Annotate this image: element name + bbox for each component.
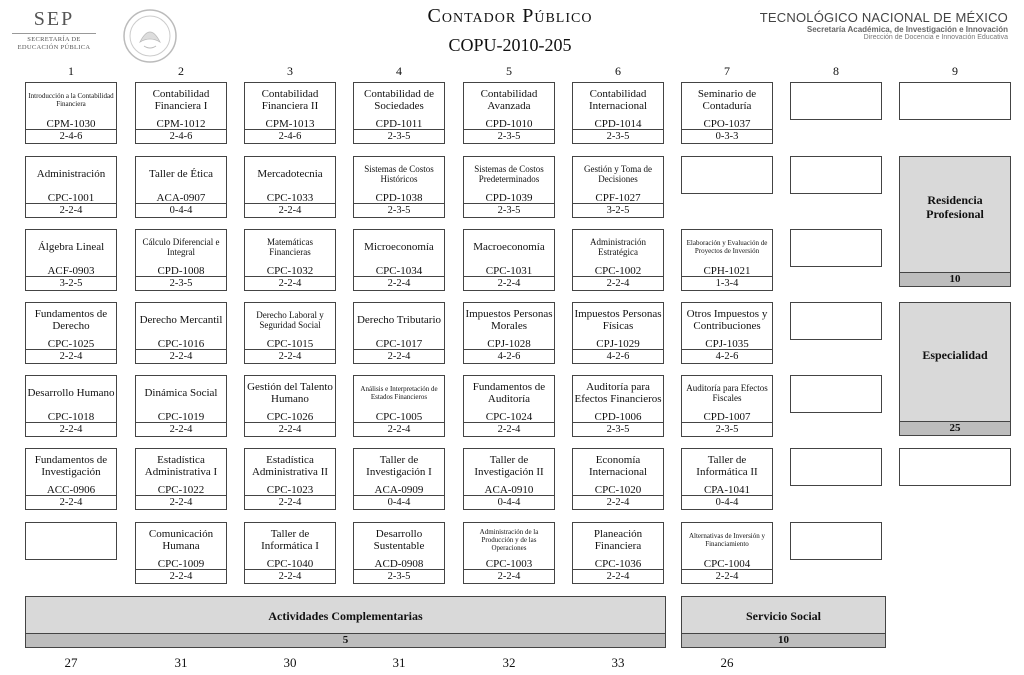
course-card	[353, 302, 445, 364]
semester-credit-total: 31	[392, 655, 406, 670]
course-code: CPM-1030	[46, 118, 96, 130]
course-name: Derecho Mercantil	[139, 314, 223, 326]
semester-number: 7	[724, 64, 730, 78]
actividades-complementarias-block	[25, 596, 666, 648]
course-card	[353, 229, 445, 291]
course-name: Impuestos Personas Morales	[465, 308, 553, 332]
tecnm-name: TECNOLÓGICO NACIONAL DE MÉXICO	[759, 10, 1008, 25]
sep-logo	[8, 8, 100, 52]
course-credits: 2-3-5	[354, 129, 444, 143]
course-credits: 2-2-4	[245, 495, 335, 509]
course-code: CPH-1021	[703, 265, 751, 277]
course-name: Contabilidad Internacional	[588, 88, 648, 112]
course-code: CPD-1039	[485, 192, 533, 204]
course-code: CPC-1023	[266, 484, 314, 496]
semester-number: 3	[287, 64, 293, 78]
course-card	[572, 448, 664, 510]
course-code: CPC-1020	[594, 484, 642, 496]
course-credits: 2-3-5	[136, 276, 226, 290]
course-name: Taller de Informática I	[261, 528, 319, 552]
course-card	[463, 375, 555, 437]
course-credits: 0-4-4	[464, 495, 554, 509]
course-code: ACA-0909	[374, 484, 424, 496]
course-code: CPC-1015	[266, 338, 314, 350]
course-credits: 2-2-4	[245, 349, 335, 363]
course-code: ACC-0906	[46, 484, 96, 496]
course-card	[681, 522, 773, 584]
course-card	[353, 448, 445, 510]
course-card	[135, 156, 227, 218]
course-card	[353, 156, 445, 218]
course-code: CPD-1014	[594, 118, 642, 130]
course-credits: 2-3-5	[573, 129, 663, 143]
course-name: Análisis e Interpretación de Estados Financieros	[360, 385, 438, 401]
course-card	[463, 522, 555, 584]
course-credits: 0-4-4	[136, 203, 226, 217]
course-name: Planeación Financiera	[593, 528, 643, 552]
course-credits: 2-2-4	[245, 203, 335, 217]
course-card	[244, 448, 336, 510]
course-name: Otros Impuestos y Contribuciones	[686, 308, 768, 332]
course-card	[353, 82, 445, 144]
course-code: CPC-1036	[594, 558, 642, 570]
course-code: CPC-1017	[375, 338, 423, 350]
course-code: CPC-1031	[485, 265, 533, 277]
course-code: CPC-1025	[47, 338, 95, 350]
course-credits: 0-3-3	[682, 129, 772, 143]
empty-slot	[899, 448, 1011, 486]
course-credits: 2-3-5	[354, 569, 444, 583]
course-code: CPC-1002	[594, 265, 642, 277]
course-credits: 4-2-6	[464, 349, 554, 363]
empty-slot	[790, 156, 882, 194]
course-credits: 2-3-5	[464, 203, 554, 217]
course-code: CPA-1041	[703, 484, 751, 496]
course-credits: 2-2-4	[354, 349, 444, 363]
course-card	[572, 522, 664, 584]
course-name: Fundamentos de Derecho	[34, 308, 108, 332]
course-code: CPC-1016	[157, 338, 205, 350]
semester-number: 6	[615, 64, 621, 78]
semester-credit-total: 26	[720, 655, 734, 670]
empty-slot	[25, 522, 117, 560]
course-code: CPM-1012	[156, 118, 206, 130]
course-name: Sistemas de Costos Predeterminados	[474, 164, 544, 184]
program-code: COPU-2010-205	[448, 35, 572, 55]
course-code: CPD-1038	[375, 192, 423, 204]
course-code: CPD-1006	[594, 411, 642, 423]
semester-number: 8	[833, 64, 839, 78]
course-name: Cálculo Diferencial e Integral	[142, 237, 220, 257]
course-card	[572, 375, 664, 437]
course-name: Administración de la Producción y de las Operaciones	[479, 528, 539, 552]
course-credits: 2-3-5	[354, 203, 444, 217]
course-name: Estadística Administrativa II	[251, 454, 329, 478]
course-code: CPM-1013	[265, 118, 315, 130]
course-credits: 2-2-4	[245, 569, 335, 583]
course-credits: 2-2-4	[245, 422, 335, 436]
course-card	[135, 448, 227, 510]
course-card	[25, 302, 117, 364]
course-card	[244, 375, 336, 437]
actividades-label: Actividades Complementarias	[268, 609, 423, 623]
course-code: CPC-1034	[375, 265, 423, 277]
course-code: CPO-1037	[703, 118, 751, 130]
course-card	[25, 82, 117, 144]
course-name: Álgebra Lineal	[37, 241, 105, 253]
empty-slot	[790, 302, 882, 340]
course-code: ACD-0908	[374, 558, 424, 570]
especialidad-credits: 25	[899, 421, 1011, 436]
course-credits: 2-4-6	[136, 129, 226, 143]
course-name: Mercadotecnia	[257, 168, 323, 180]
course-code: CPJ-1028	[487, 338, 531, 350]
course-code: CPC-1022	[157, 484, 205, 496]
course-code: CPC-1001	[47, 192, 95, 204]
course-card	[135, 375, 227, 437]
course-name: Elaboración y Evaluación de Proyectos de Inversión	[686, 239, 768, 255]
course-card	[25, 156, 117, 218]
semester-credit-total: 32	[502, 655, 516, 670]
course-credits: 2-2-4	[464, 422, 554, 436]
empty-slot	[790, 229, 882, 267]
course-name: Taller de Ética	[149, 168, 213, 180]
course-credits: 2-2-4	[136, 569, 226, 583]
course-credits: 2-2-4	[136, 349, 226, 363]
course-name: Contabilidad Financiera I	[152, 88, 210, 112]
tecnm-secretaria: Secretaría Académica, de Investigación e Innovación	[806, 25, 1008, 34]
course-code: CPF-1027	[595, 192, 641, 204]
course-name: Taller de Investigación II	[474, 454, 544, 478]
semester-number: 2	[178, 64, 184, 78]
course-name: Administración Estratégica	[590, 237, 646, 257]
course-card	[135, 302, 227, 364]
course-name: Taller de Informática II	[696, 454, 758, 478]
residencia-credits: 10	[899, 272, 1011, 287]
course-name: Estadística Administrativa I	[144, 454, 218, 478]
course-credits: 2-3-5	[682, 422, 772, 436]
course-name: Seminario de Contaduría	[697, 88, 757, 112]
semester-number: 9	[952, 64, 958, 78]
residencia-label: Residencia Profesional	[926, 193, 984, 221]
course-name: Sistemas de Costos Históricos	[364, 164, 434, 184]
course-card	[572, 82, 664, 144]
course-code: CPC-1019	[157, 411, 205, 423]
course-credits: 2-2-4	[136, 495, 226, 509]
course-code: CPC-1033	[266, 192, 314, 204]
course-card	[244, 522, 336, 584]
course-card	[353, 522, 445, 584]
semester-credit-total: 31	[174, 655, 188, 670]
course-code: CPC-1018	[47, 411, 95, 423]
course-name: Impuestos Personas Físicas	[574, 308, 662, 332]
course-card	[244, 302, 336, 364]
course-credits: 4-2-6	[573, 349, 663, 363]
course-credits: 2-2-4	[354, 276, 444, 290]
residencia-profesional-block	[899, 156, 1011, 287]
course-name: Gestión del Talento Humano	[247, 381, 333, 405]
empty-slot	[681, 156, 773, 194]
course-credits: 2-2-4	[245, 276, 335, 290]
course-card	[463, 229, 555, 291]
course-credits: 2-2-4	[26, 495, 116, 509]
course-name: Comunicación Humana	[148, 528, 214, 552]
course-name: Contabilidad Avanzada	[480, 88, 538, 112]
course-name: Gestión y Toma de Decisiones	[584, 164, 652, 184]
course-name: Macroeconomía	[473, 241, 545, 253]
course-card	[681, 448, 773, 510]
course-credits: 2-2-4	[464, 569, 554, 583]
course-name: Introducción a la Contabilidad Financiera	[28, 92, 114, 108]
semester-credit-total: 27	[64, 655, 78, 670]
course-name: Derecho Tributario	[356, 314, 441, 326]
course-name: Desarrollo Humano	[27, 387, 115, 399]
course-card	[244, 229, 336, 291]
semester-number: 1	[68, 64, 74, 78]
course-card	[244, 82, 336, 144]
course-card	[244, 156, 336, 218]
course-credits: 2-3-5	[464, 129, 554, 143]
course-credits: 2-2-4	[26, 349, 116, 363]
course-credits: 2-2-4	[136, 422, 226, 436]
actividades-credits: 5	[25, 633, 666, 648]
course-code: CPD-1007	[703, 411, 751, 423]
program-title: Contador Público	[427, 5, 593, 27]
empty-slot	[790, 375, 882, 413]
sep-subtitle-1: SECRETARÍA DE	[27, 36, 81, 43]
course-name: Microeconomía	[364, 241, 434, 253]
course-name: Taller de Investigación I	[366, 454, 432, 478]
course-card	[681, 375, 773, 437]
course-card	[135, 522, 227, 584]
course-card	[681, 82, 773, 144]
course-name: Fundamentos de Investigación	[34, 454, 108, 478]
course-credits: 2-4-6	[245, 129, 335, 143]
empty-slot	[790, 448, 882, 486]
course-code: CPC-1004	[703, 558, 751, 570]
course-code: CPC-1003	[485, 558, 533, 570]
course-name: Contabilidad Financiera II	[261, 88, 319, 112]
course-code: CPC-1005	[375, 411, 423, 423]
course-card	[135, 229, 227, 291]
course-code: CPC-1009	[157, 558, 205, 570]
empty-slot	[790, 522, 882, 560]
course-code: CPJ-1035	[705, 338, 749, 350]
course-card	[572, 229, 664, 291]
course-name: Contabilidad de Sociedades	[364, 88, 434, 112]
course-code: ACA-0910	[484, 484, 534, 496]
course-code: CPC-1032	[266, 265, 314, 277]
course-code: ACF-0903	[47, 265, 95, 277]
course-credits: 3-2-5	[573, 203, 663, 217]
servicio-social-label: Servicio Social	[746, 609, 821, 623]
course-code: CPC-1024	[485, 411, 533, 423]
especialidad-block	[899, 302, 1011, 436]
course-name: Auditoría para Efectos Financieros	[574, 381, 662, 405]
course-card	[25, 229, 117, 291]
course-credits: 1-3-4	[682, 276, 772, 290]
course-card	[25, 448, 117, 510]
mexico-seal-icon	[122, 8, 178, 64]
course-code: CPD-1010	[485, 118, 533, 130]
course-credits: 2-2-4	[573, 569, 663, 583]
semester-number: 4	[396, 64, 402, 78]
course-credits: 2-3-5	[573, 422, 663, 436]
course-name: Dinámica Social	[144, 387, 218, 399]
course-credits: 2-2-4	[682, 569, 772, 583]
empty-slot	[899, 82, 1011, 120]
course-code: CPD-1008	[157, 265, 205, 277]
course-name: Fundamentos de Auditoría	[472, 381, 546, 405]
course-code: CPJ-1029	[596, 338, 640, 350]
sep-wordmark: SEP	[33, 8, 75, 30]
course-name: Administración	[36, 168, 106, 180]
course-name: Alternativas de Inversión y Financiamiento	[688, 532, 765, 548]
servicio-social-credits: 10	[681, 633, 886, 648]
course-credits: 2-2-4	[464, 276, 554, 290]
semester-credit-total: 33	[611, 655, 625, 670]
course-credits: 4-2-6	[682, 349, 772, 363]
course-card	[572, 156, 664, 218]
course-card	[572, 302, 664, 364]
course-credits: 3-2-5	[26, 276, 116, 290]
servicio-social-block	[681, 596, 886, 648]
course-name: Economía Internacional	[588, 454, 648, 478]
course-code: CPC-1026	[266, 411, 314, 423]
course-card	[463, 302, 555, 364]
semester-credit-total: 30	[283, 655, 297, 670]
semester-number: 5	[506, 64, 512, 78]
course-code: CPC-1040	[266, 558, 314, 570]
empty-slot	[790, 82, 882, 120]
course-credits: 2-2-4	[573, 495, 663, 509]
course-credits: 2-2-4	[573, 276, 663, 290]
course-code: ACA-0907	[156, 192, 206, 204]
course-credits: 2-2-4	[26, 422, 116, 436]
course-card	[463, 156, 555, 218]
course-card	[353, 375, 445, 437]
tecnm-direccion: Dirección de Docencia e Innovación Educativa	[863, 34, 1008, 41]
course-name: Auditoría para Efectos Fiscales	[686, 383, 768, 403]
course-name: Desarrollo Sustentable	[373, 528, 425, 552]
course-code: CPD-1011	[375, 118, 423, 130]
course-credits: 2-2-4	[26, 203, 116, 217]
course-card	[681, 229, 773, 291]
course-card	[463, 448, 555, 510]
course-name: Derecho Laboral y Seguridad Social	[256, 310, 324, 330]
sep-subtitle-2: EDUCACIÓN PÚBLICA	[17, 44, 91, 51]
course-card	[25, 375, 117, 437]
sep-divider	[12, 33, 96, 34]
course-credits: 0-4-4	[354, 495, 444, 509]
course-card	[135, 82, 227, 144]
course-card	[463, 82, 555, 144]
course-credits: 2-4-6	[26, 129, 116, 143]
course-credits: 0-4-4	[682, 495, 772, 509]
course-credits: 2-2-4	[354, 422, 444, 436]
course-name: Matemáticas Financieras	[267, 237, 313, 257]
especialidad-label: Especialidad	[922, 348, 988, 362]
course-card	[681, 302, 773, 364]
tecnm-header	[760, 10, 1008, 41]
